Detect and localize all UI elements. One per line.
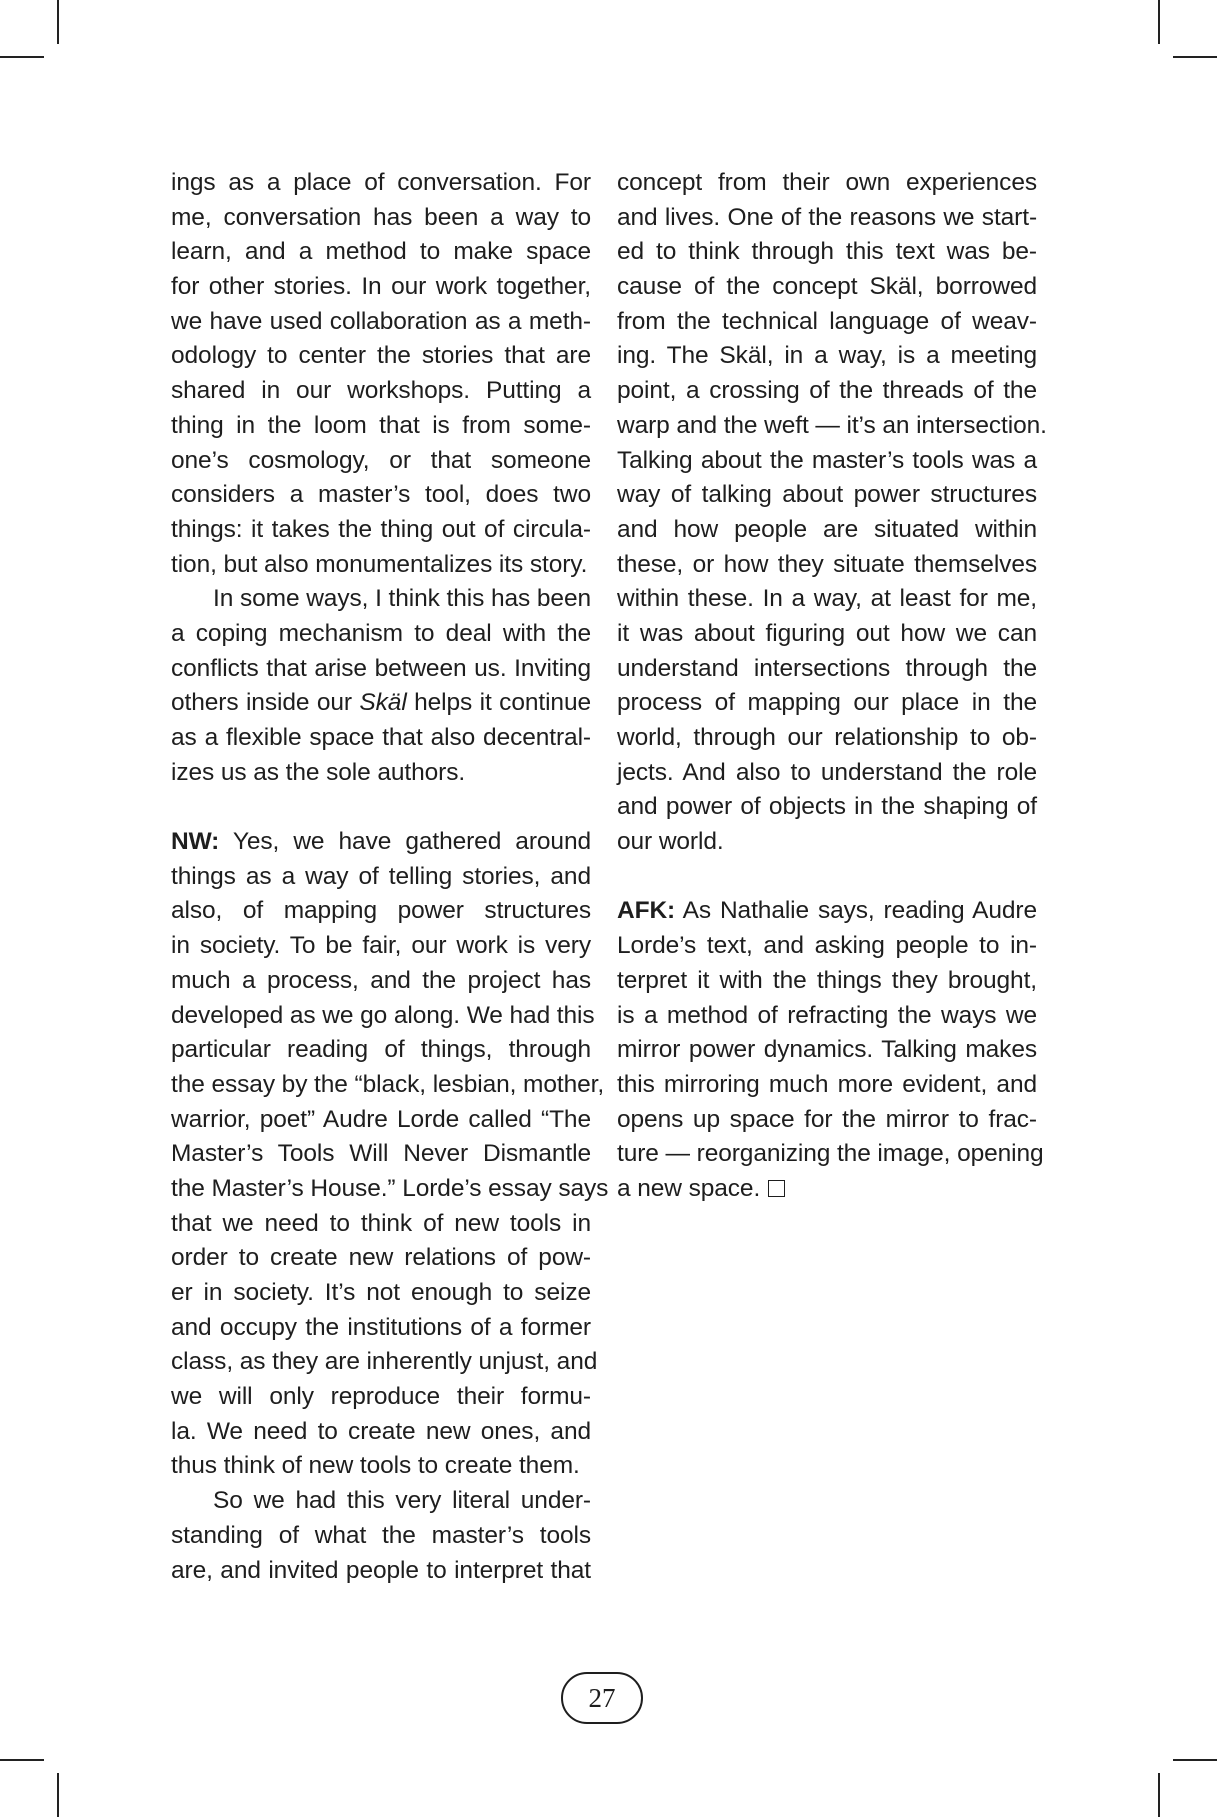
speaker-label-nw: NW: <box>171 828 220 856</box>
page-number: 27 <box>588 1682 616 1713</box>
crop-mark-top-right-v <box>1158 0 1160 44</box>
body-line: world, through our relationship to ob- <box>617 724 1037 751</box>
crop-mark-top-left-v <box>57 0 59 44</box>
skal-italic-term: Skäl <box>359 689 407 717</box>
crop-mark-bottom-right-v <box>1158 1773 1160 1817</box>
body-line: standing of what the master’s tools <box>171 1521 591 1549</box>
paragraph-gap <box>171 790 591 825</box>
crop-mark-bottom-left-v <box>57 1773 59 1817</box>
body-line: Master’s Tools Will Never Dismantle <box>171 1140 591 1168</box>
body-line: the essay by the “black, lesbian, mother, <box>171 1070 605 1098</box>
paragraph-gap <box>617 860 1037 895</box>
body-text: a new space. <box>617 1174 761 1202</box>
body-line: from the technical language of weav- <box>617 307 1037 335</box>
body-line: within these. In a way, at least for me, <box>617 585 1037 613</box>
body-line: warrior, poet” Audre Lorde called “The <box>171 1105 591 1133</box>
body-line: Talking about the master’s tools was a <box>617 446 1037 474</box>
body-line: order to create new relations of pow- <box>171 1244 591 1272</box>
crop-mark-top-left-h <box>0 56 44 58</box>
body-line: izes us as the sole authors. <box>171 758 466 786</box>
body-line: thus think of new tools to create them. <box>171 1452 580 1480</box>
body-line: tion, but also monumentalizes its story. <box>171 550 588 578</box>
body-line: particular reading of things, through <box>171 1036 591 1064</box>
body-line: thing in the loom that is from some- <box>171 411 591 439</box>
body-line-with-speaker <box>617 894 1037 929</box>
body-line: for other stories. In our work together, <box>171 273 591 301</box>
body-line: and how people are situated within <box>617 515 1037 543</box>
body-line: this mirroring much more evident, and <box>617 1070 1037 1098</box>
body-line: and lives. One of the reasons we start- <box>617 203 1037 231</box>
body-line: Lorde’s text, and asking people to in- <box>617 932 1037 960</box>
body-line: shared in our workshops. Putting a <box>171 377 591 405</box>
body-line: In some ways, I think this has been <box>213 585 591 613</box>
body-line: is a method of refracting the ways we <box>617 1001 1037 1029</box>
body-line: concept from their own experiences <box>617 169 1037 196</box>
page-number-badge <box>561 1672 643 1724</box>
body-line: class, as they are inherently unjust, and <box>171 1348 598 1376</box>
body-line: terpret it with the things they brought, <box>617 966 1037 994</box>
body-line-with-speaker <box>171 825 591 860</box>
body-line: point, a crossing of the threads of the <box>617 377 1037 405</box>
body-line: we have used collaboration as a meth- <box>171 307 591 335</box>
body-line: la. We need to create new ones, and <box>171 1417 591 1445</box>
body-text: others inside our <box>171 689 360 717</box>
body-line: things: it takes the thing out of circula- <box>171 515 591 543</box>
body-line: are, and invited people to interpret that <box>171 1556 591 1584</box>
body-line: ed to think through this text was be- <box>617 238 1037 266</box>
body-line: er in society. It’s not enough to seize <box>171 1279 591 1306</box>
body-line: ings as a place of conversation. For <box>171 169 591 196</box>
crop-mark-bottom-left-h <box>0 1759 44 1761</box>
body-line: considers a master’s tool, does two <box>171 481 591 509</box>
body-line: things as a way of telling stories, and <box>171 862 591 890</box>
body-line: as a flexible space that also decentral- <box>171 724 591 751</box>
body-line-final <box>617 1172 1037 1207</box>
crop-mark-bottom-right-h <box>1173 1759 1217 1761</box>
body-line: these, or how they situate themselves <box>617 550 1037 578</box>
end-mark-square-icon <box>768 1180 785 1197</box>
body-line: me, conversation has been a way to <box>171 203 591 231</box>
body-line: and power of objects in the shaping of <box>617 793 1037 821</box>
body-line: ture — reorganizing the image, opening <box>617 1140 1044 1168</box>
body-text: As Nathalie says, reading Audre <box>675 897 1037 925</box>
body-line: also, of mapping power structures <box>171 897 591 925</box>
body-line: cause of the concept Skäl, borrowed <box>617 273 1037 301</box>
body-line: one’s cosmology, or that someone <box>171 446 591 474</box>
body-line: and occupy the institutions of a former <box>171 1313 591 1341</box>
body-line: that we need to think of new tools in <box>171 1209 591 1237</box>
body-line: learn, and a method to make space <box>171 238 591 266</box>
left-column <box>171 166 609 1588</box>
body-line: we will only reproduce their formu- <box>171 1383 591 1411</box>
body-line: much a process, and the project has <box>171 966 591 994</box>
body-line: opens up space for the mirror to frac- <box>617 1105 1037 1133</box>
body-line: mirror power dynamics. Talking makes <box>617 1036 1037 1064</box>
body-line: a coping mechanism to deal with the <box>171 619 591 647</box>
body-line: in society. To be fair, our work is very <box>171 932 591 960</box>
body-line: way of talking about power structures <box>617 481 1037 509</box>
body-line: process of mapping our place in the <box>617 689 1037 717</box>
body-line: it was about figuring out how we can <box>617 619 1037 647</box>
body-text: Yes, we have gathered around <box>219 828 591 856</box>
body-line: understand intersections through the <box>617 654 1037 682</box>
crop-mark-top-right-h <box>1173 56 1217 58</box>
speaker-label-afk: AFK: <box>617 897 676 925</box>
body-line-with-italic <box>171 686 591 721</box>
body-text: helps it continue <box>406 689 591 717</box>
body-line: odology to center the stories that are <box>171 342 591 370</box>
body-line: warp and the weft — it’s an intersection. <box>617 411 1047 439</box>
body-line: So we had this very literal under- <box>213 1487 591 1515</box>
right-column <box>617 166 1047 1207</box>
body-line: developed as we go along. We had this <box>171 1001 595 1029</box>
body-line: our world. <box>617 828 724 856</box>
body-line: conflicts that arise between us. Inviting <box>171 654 591 682</box>
body-line: the Master’s House.” Lorde’s essay says <box>171 1174 609 1202</box>
body-line: jects. And also to understand the role <box>617 758 1037 786</box>
body-line: ing. The Skäl, in a way, is a meeting <box>617 342 1037 370</box>
